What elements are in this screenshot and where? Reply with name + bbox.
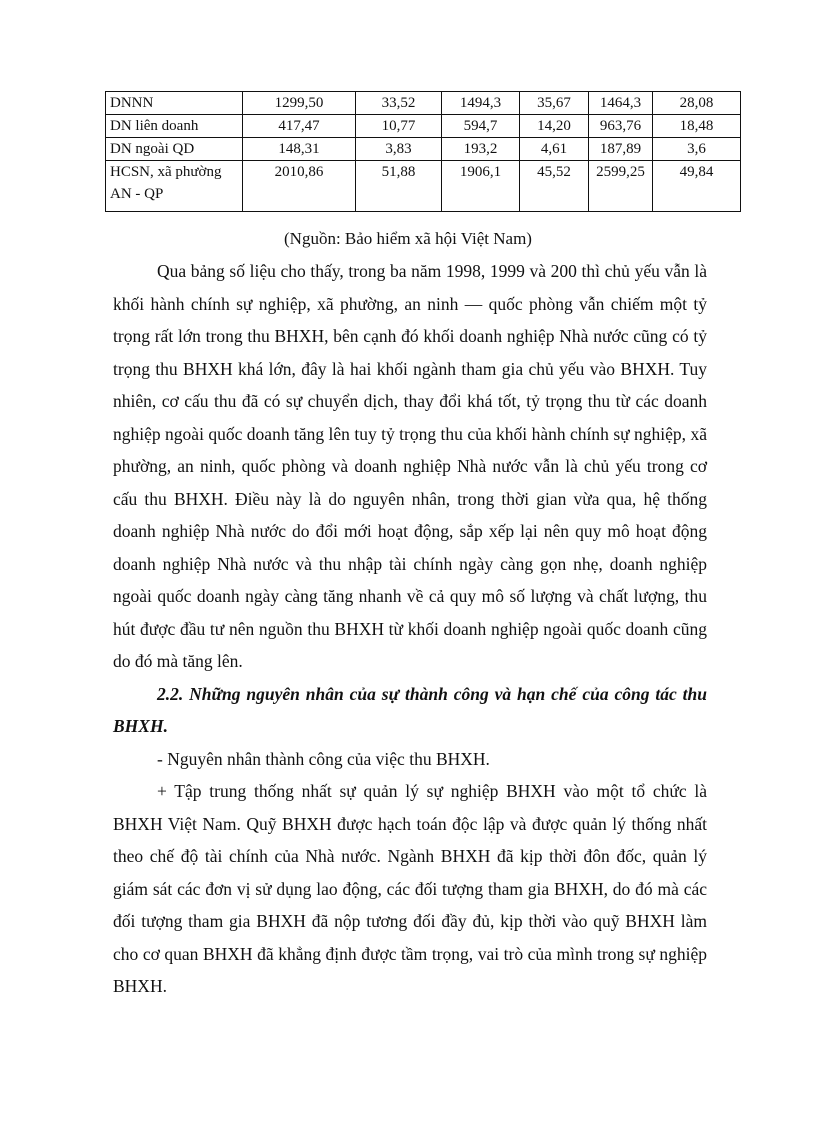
table-cell: 14,20 [520,115,589,138]
row-label [106,161,243,212]
row-label-line: AN - QP [110,186,164,202]
table-cell: 10,77 [356,115,442,138]
table-cell: 51,88 [356,161,442,212]
table-cell: 594,7 [442,115,520,138]
table-row [106,92,741,115]
table-cell: 2599,25 [589,161,653,212]
table-cell: 148,31 [243,138,356,161]
table-cell: 45,52 [520,161,589,212]
paragraph: Qua bảng số liệu cho thấy, trong ba năm 1998, 1999 và 200 thì chủ yếu vẫn là khối hành chính sự nghiệp, xã phường, an ninh — quốc phòng vẫn chiếm một tỷ trọng rất lớn trong thu BHXH, bên cạnh đó khối doanh nghiệp Nhà nước cũng có tỷ trọng thu BHXH khá lớn, đây là hai khối ngành tham gia chủ yếu vào BHXH. Tuy nhiên, cơ cấu thu đã có sự chuyển dịch, thay đổi khá tốt, tỷ trọng thu từ các doanh nghiệp ngoài quốc doanh tăng lên tuy tỷ trọng thu của khối hành chính sự nghiệp, xã phường, an ninh, quốc phòng và doanh nghiệp Nhà nước vẫn là chủ yếu trong cơ cấu thu BHXH. Điều này là do nguyên nhân, trong thời gian vừa qua, hệ thống doanh nghiệp Nhà nước do đổi mới hoạt động, sắp xếp lại nên quy mô hoạt động doanh nghiệp Nhà nước và thu nhập tài chính ngày càng gọn nhẹ, doanh nghiệp ngoài quốc doanh ngày càng tăng nhanh về cả quy mô số lượng và chất lượng, thu hút được đầu tư nên nguồn thu BHXH từ khối doanh nghiệp ngoài quốc doanh cũng do đó mà tăng lên. [113,261,707,671]
table-row [106,115,741,138]
table-cell: 18,48 [653,115,741,138]
table-cell: 35,67 [520,92,589,115]
row-label: DNNN [106,92,243,115]
table-cell: 963,76 [589,115,653,138]
table-cell: 1464,3 [589,92,653,115]
source-note: (Nguồn: Bảo hiểm xã hội Việt Nam) [284,229,532,248]
table-cell: 417,47 [243,115,356,138]
table-cell: 1906,1 [442,161,520,212]
data-table [105,91,741,212]
table-cell: 3,83 [356,138,442,161]
section-heading: 2.2. Những nguyên nhân của sự thành công và hạn chế của công tác thu BHXH. [113,683,707,736]
table-row [106,138,741,161]
table-cell: 187,89 [589,138,653,161]
table-cell: 33,52 [356,92,442,115]
table-cell: 4,61 [520,138,589,161]
paragraph: - Nguyên nhân thành công của việc thu BHXH. [157,748,490,769]
body-text [113,255,707,1003]
table-cell: 193,2 [442,138,520,161]
row-label-line: HCSN, xã phường [110,164,222,180]
table-cell: 28,08 [653,92,741,115]
row-label: DN ngoài QD [106,138,243,161]
table-cell: 1299,50 [243,92,356,115]
table-cell: 2010,86 [243,161,356,212]
table-cell: 3,6 [653,138,741,161]
table-row [106,161,741,212]
table-cell: 49,84 [653,161,741,212]
row-label: DN liên doanh [106,115,243,138]
table-cell: 1494,3 [442,92,520,115]
paragraph: + Tập trung thống nhất sự quản lý sự nghiệp BHXH vào một tổ chức là BHXH Việt Nam. Quỹ BHXH được hạch toán độc lập và được quản lý thống nhất theo chế độ tài chính của Nhà nước. Ngành BHXH đã kịp thời đôn đốc, quản lý giám sát các đơn vị sử dụng lao động, các đối tượng tham gia BHXH, do đó mà các đối tượng tham gia BHXH đã nộp tương đối đầy đủ, kịp thời vào quỹ BHXH làm cho cơ quan BHXH đã khẳng định được tầm trọng, vai trò của mình trong sự nghiệp BHXH. [113,781,707,996]
